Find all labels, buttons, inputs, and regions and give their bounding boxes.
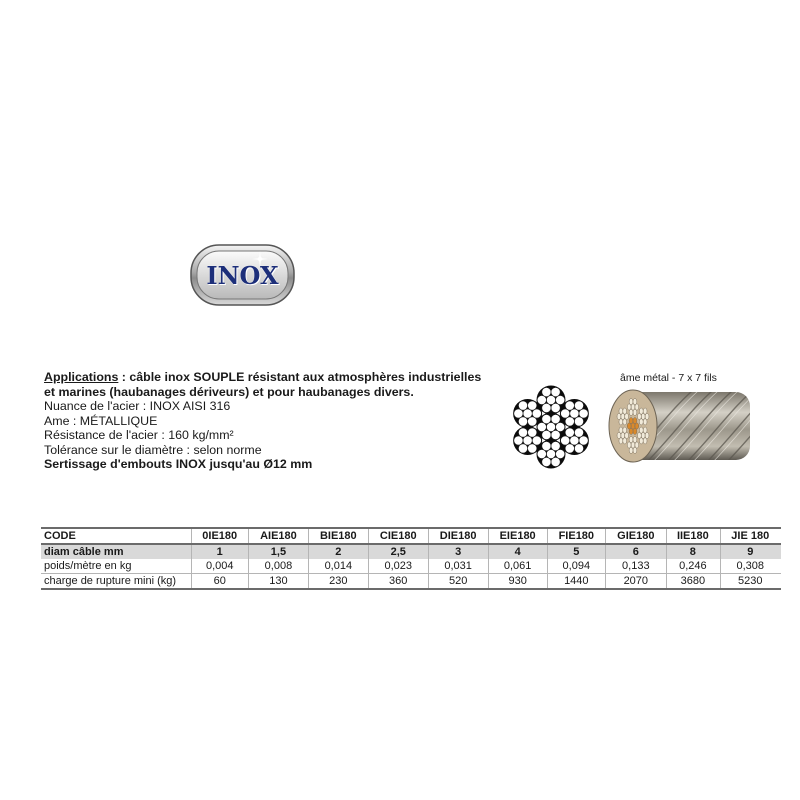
table-cell: 3680 (667, 574, 720, 590)
table-cell: 2 (309, 544, 369, 559)
cable-spec-table (41, 527, 781, 590)
applications-label: Applications (44, 370, 119, 384)
table-header-cell: AIE180 (249, 528, 309, 544)
nuance-line: Nuance de l'acier : INOX AISI 316 (44, 399, 231, 413)
table-cell: 4 (489, 544, 548, 559)
table-header-cell: FIE180 (548, 528, 606, 544)
table-row (41, 559, 781, 574)
inox-logo-text: INOX (206, 261, 279, 290)
table-cell: 0,094 (548, 559, 606, 574)
table-cell: 930 (489, 574, 548, 590)
table-cell: 130 (249, 574, 309, 590)
table-row (41, 544, 781, 559)
table-header-cell: GIE180 (606, 528, 667, 544)
table-cell: 0,008 (249, 559, 309, 574)
applications-line (44, 370, 514, 385)
table-cell: 9 (720, 544, 781, 559)
table-header-cell: BIE180 (309, 528, 369, 544)
table-cell: 0,133 (606, 559, 667, 574)
cable-cross-section-icon (507, 383, 595, 471)
sertissage-line: Sertissage d'embouts INOX jusqu'au Ø12 mm (44, 457, 313, 471)
applications-text: : câble inox SOUPLE résistant aux atmosphères industrielles (118, 370, 482, 384)
table-cell: charge de rupture mini (kg) (41, 574, 192, 590)
table-cell: 0,308 (720, 559, 781, 574)
table-cell: 8 (667, 544, 720, 559)
table-cell: 3 (429, 544, 489, 559)
table-cell: 230 (309, 574, 369, 590)
table-cell: 2070 (606, 574, 667, 590)
table-cell: 60 (192, 574, 249, 590)
table-cell: 0,031 (429, 559, 489, 574)
table-header-cell: CODE (41, 528, 192, 544)
table-cell: 0,023 (369, 559, 429, 574)
table-header-row (41, 528, 781, 544)
table-cell: 0,004 (192, 559, 249, 574)
table-header-cell: DIE180 (429, 528, 489, 544)
inox-logo (190, 244, 295, 306)
table-cell: 0,014 (309, 559, 369, 574)
ame-line: Ame : MÉTALLIQUE (44, 413, 158, 428)
table-cell: 1440 (548, 574, 606, 590)
cable-caption: âme métal - 7 x 7 fils (620, 372, 717, 384)
table-cell: 1,5 (249, 544, 309, 559)
cable-rope-image (603, 386, 753, 466)
table-cell: 520 (429, 574, 489, 590)
table-header-cell: EIE180 (489, 528, 548, 544)
tolerance-line: Tolérance sur le diamètre : selon norme (44, 442, 262, 457)
table-cell: 5 (548, 544, 606, 559)
table-cell: 0,061 (489, 559, 548, 574)
table-header-cell: 0IE180 (192, 528, 249, 544)
table-cell: 1 (192, 544, 249, 559)
table-cell: 6 (606, 544, 667, 559)
table-row (41, 574, 781, 590)
applications-text-2: et marines (haubanages dériveurs) et pour haubanages divers. (44, 384, 414, 399)
table-cell: 0,246 (667, 559, 720, 574)
table-cell: 360 (369, 574, 429, 590)
table-cell: poids/mètre en kg (41, 559, 192, 574)
table-cell: 5230 (720, 574, 781, 590)
table-header-cell: JIE 180 (720, 528, 781, 544)
table-header-cell: CIE180 (369, 528, 429, 544)
table-cell: 2,5 (369, 544, 429, 559)
table-header-cell: IIE180 (667, 528, 720, 544)
specifications-block (44, 370, 514, 472)
resistance-line: Résistance de l'acier : 160 kg/mm² (44, 428, 234, 442)
table-cell: diam câble mm (41, 544, 192, 559)
